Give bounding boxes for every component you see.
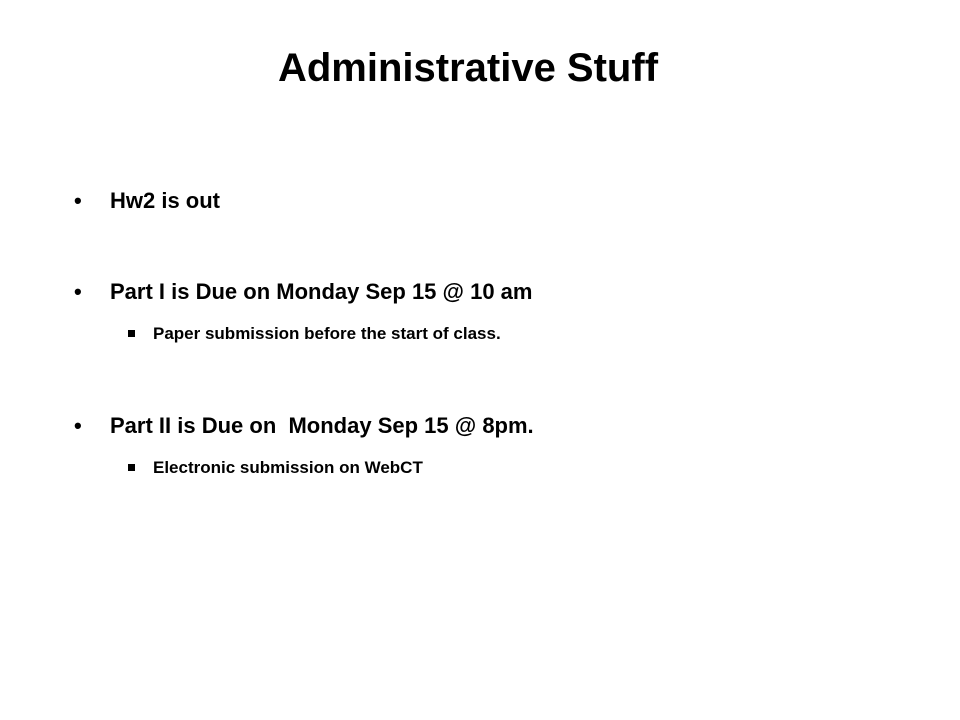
bullet-dot-icon: • bbox=[74, 188, 82, 213]
bullet-text: Hw2 is out bbox=[110, 188, 221, 213]
bullet-dot-icon: • bbox=[74, 279, 82, 304]
square-bullet-icon bbox=[128, 330, 135, 337]
slide-title: Administrative Stuff bbox=[277, 46, 659, 90]
bullet-dot-icon: • bbox=[74, 413, 82, 438]
bullet-text: Part I is Due on Monday Sep 15 @ 10 am bbox=[110, 279, 533, 304]
sub-bullet-text: Electronic submission on WebCT bbox=[153, 458, 423, 477]
bullet-text: Part II is Due on Monday Sep 15 @ 8pm. bbox=[110, 413, 534, 438]
sub-bullet-text: Paper submission before the start of class. bbox=[153, 324, 501, 343]
square-bullet-icon bbox=[128, 464, 135, 471]
